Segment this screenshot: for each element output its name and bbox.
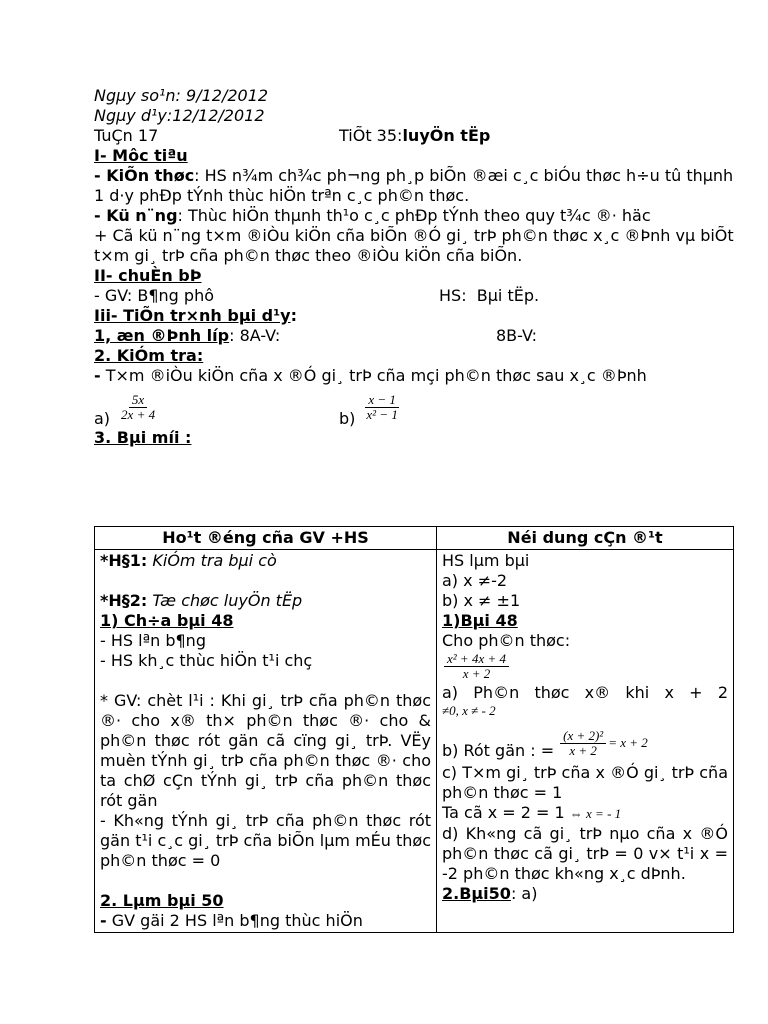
table-header-row [95, 527, 734, 550]
preparation-line [94, 286, 734, 306]
expr-a-label: a) [94, 409, 111, 428]
class-check-line [94, 326, 734, 346]
col-content-header: Néi dung cÇn ®¹t [437, 527, 734, 550]
knowledge-text: : HS n¾m ch¾c ph¬ng ph¸p biÕn ®æi c¸c biÓu thøc h÷u tû thµnh 1 d·y phÐp tÝnh thùc hiÖn trªn c¸c ph©n thøc. [94, 166, 739, 205]
expr-b-label: b) [339, 409, 356, 428]
table-row [95, 550, 734, 933]
knowledge-objective [94, 166, 739, 206]
exercise-50-title: 2. Lµm bµi 50 [100, 891, 224, 910]
expressions-line [94, 388, 734, 428]
step2-label: 2. KiÓm tra: [94, 346, 204, 365]
teacher-note: * GV: chèt l¹i : Khi gi¸ trÞ cña ph©n thøc ®· cho x® th× ph©n thøc ®· cho & ph©n thøc rót gän cã cïng gi¸ trÞ. VËy muèn tÝnh gi¸ trÞ cña ph©n thøc ®· cho ta chØ cÇn tÝnh gi¸ trÞ cña ph©n thøc rót gän [100, 691, 431, 810]
skill-label: - Kü n¨ng [94, 206, 178, 225]
teacher-note-2: - Kh«ng tÝnh gi¸ trÞ cña ph©n thøc rót gän t¹i c¸c gi¸ trÞ cña biÕn lµm mÉu thøc ph©n thøc = 0 [100, 811, 431, 870]
step1-label: 1, æn ®Þnh líp [94, 326, 230, 345]
section-objectives-heading: I- Môc tiªu [94, 146, 188, 165]
knowledge-label: - KiÕn thøc [94, 166, 195, 185]
simplified-fraction: $\frac{\text{(x + 2)²}}{x + 2}$ [560, 729, 606, 758]
fraction-b: $\frac{x - 1}{\text{x² − 1}}$ [366, 392, 398, 422]
step3-label: 3. Bµi míi : [94, 428, 192, 447]
content-cell: HS lµm bµi a) x ≠-2 b) x ≠ ±1 1)Bµi 48 Cho ph©n thøc: $\frac{\text{x² + 4x + 4}}{x + 2}$ a) Ph©n thøc x® khi x + 2 ≠0, x ≠ - 2 b) Rót gän : = $\frac{\text{(x + 2)²}}{x + 2}$ = x + 2 c) T×m gi¸ trÞ cña x ®Ó gi¸ trÞ cña ph©n thøc = 1 Ta cã x = 2 = 1 ⇔ x = - 1 d) Kh«ng cã gi¸ trÞ nµo cña x ®Ó ph©n thøc cã gi¸ trÞ = 0 v× t¹i x = -2 ph©n thøc kh«ng x¸c dÞnh. 2.Bµi50: a) [437, 550, 734, 933]
step2-question: - T×m ®iÒu kiÖn cña x ®Ó gi¸ trÞ cña mçi ph©n thøc sau x¸c ®Þnh [94, 366, 647, 385]
step1-class2: 8B-V: [496, 326, 538, 345]
section-process-heading: Iii- TiÕn tr×nh bµi d¹y: [94, 306, 297, 325]
skill-objective [94, 206, 734, 226]
col-activities-header: Ho¹t ®éng cña GV +HS [95, 527, 437, 550]
lesson-line [94, 126, 734, 146]
skill-text: : Thùc hiÖn thµnh th¹o c¸c phÐp tÝnh theo quy t¾c ®· häc [177, 206, 651, 225]
gv-preparation: - GV: B¶ng phô [94, 286, 214, 305]
skill-extra: + Cã kü n¨ng t×m ®iÒu kiÖn cña biÕn ®Ó gi¸ trÞ ph©n thøc x¸c ®Þnh vµ biÕt t×m gi¸ trÞ cña ph©n thøc theo ®iÒu kiÖn cña biÕn. [94, 226, 739, 265]
step1-class: : 8A-V: [229, 326, 281, 345]
date-taught: Ngµy d¹y:12/12/2012 [94, 106, 265, 125]
section-preparation-heading: II- chuÈn bÞ [94, 266, 202, 285]
lesson-prefix: TiÕt 35: [339, 126, 403, 145]
date-prepared: Ngµy so¹n: 9/12/2012 [94, 86, 269, 105]
hs-preparation: HS: Bµi tËp. [439, 286, 540, 305]
exercise-48-title: 1) Ch÷a bµi 48 [100, 611, 234, 630]
activities-cell: *H§1: KiÓm tra bµi cò *H§2: Tæ chøc luyÖn tËp 1) Ch÷a bµi 48 - HS lªn b¶ng - HS kh¸c thùc hiÖn t¹i chç * GV: chèt l¹i : Khi gi¸ trÞ cña ph©n thøc ®· cho x® th× ph©n thøc ®· cho & ph©n thøc rót gän cã cïng gi¸ trÞ. VËy muèn tÝnh gi¸ trÞ cña ph©n thøc ®· cho ta chØ cÇn tÝnh gi¸ trÞ cña ph©n thøc rót gän - Kh«ng tÝnh gi¸ trÞ cña ph©n thøc rót gän t¹i c¸c gi¸ trÞ cña biÕn lµm mÉu thøc ph©n thøc = 0 2. Lµm bµi 50 - GV gäi 2 HS lªn b¶ng thùc hiÖn [95, 550, 437, 933]
document-body [94, 86, 739, 448]
given-fraction: $\frac{\text{x² + 4x + 4}}{x + 2}$ [444, 652, 509, 681]
exercise-48-answer-title: 1)Bµi 48 [442, 611, 518, 630]
fraction-a: $\frac{5x}{2x + 4}$ [121, 392, 156, 422]
lesson-name: luyÖn tËp [402, 126, 491, 145]
lesson-table [94, 526, 734, 933]
week-label: TuÇn 17 [94, 126, 159, 145]
exercise-50-answer-title: 2.Bµi50 [442, 884, 511, 903]
